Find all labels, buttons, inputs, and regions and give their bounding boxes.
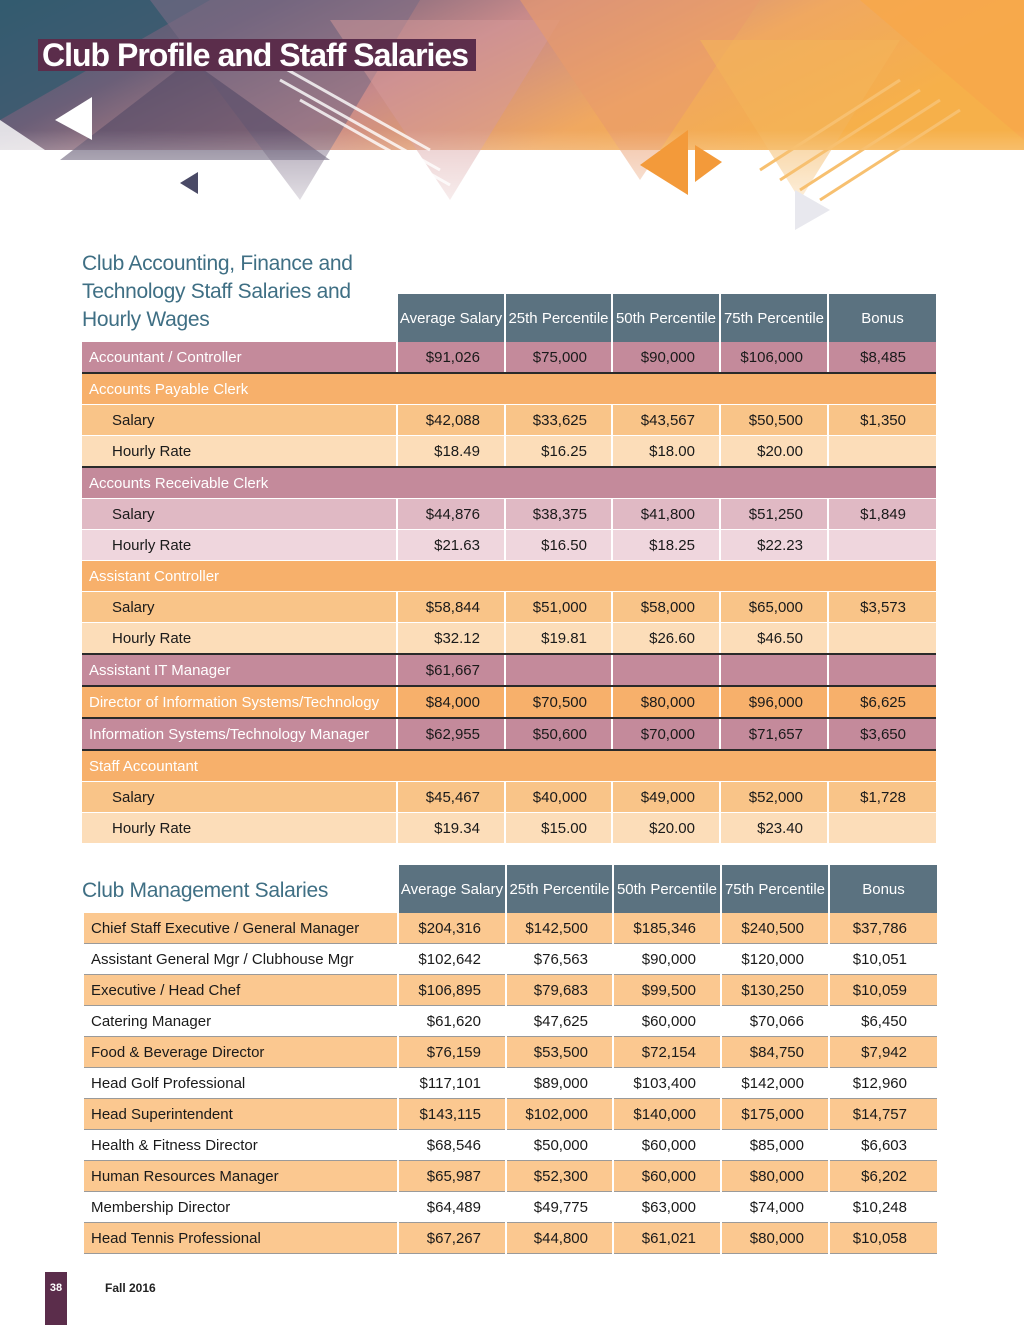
cell-p25: $44,800 [506,1223,613,1254]
cell-bonus: $8,485 [828,342,936,373]
cell-p25 [505,654,612,686]
category-row [82,373,936,405]
row-label: Human Resources Manager [83,1161,398,1192]
table-header-row [83,865,937,913]
table-row [83,975,937,1006]
cell-p75 [720,654,828,686]
cell-average: $106,895 [398,975,506,1006]
cell-p25: $79,683 [506,975,613,1006]
cell-p75: $51,250 [720,499,828,530]
row-label: Assistant IT Manager [82,654,397,686]
cell-p25: $19.81 [505,623,612,655]
table-row [83,1192,937,1223]
cell-average: $45,467 [397,782,505,813]
cell-average: $61,620 [398,1006,506,1037]
header-blank [82,294,397,342]
column-header: Average Salary [398,865,506,913]
column-header: 50th Percentile [612,294,720,342]
cell-average: $61,667 [397,654,505,686]
cell-p25: $76,563 [506,944,613,975]
table-row [82,686,936,718]
cell-average: $143,115 [398,1099,506,1130]
cell-bonus: $10,051 [829,944,937,975]
cell-average: $68,546 [398,1130,506,1161]
category-row [82,750,936,782]
row-label: Assistant General Mgr / Clubhouse Mgr [83,944,398,975]
cell-bonus: $6,450 [829,1006,937,1037]
cell-p50: $20.00 [612,813,720,844]
cell-bonus: $3,650 [828,718,936,750]
header-blank [83,865,398,913]
cell-average: $44,876 [397,499,505,530]
table-row [83,1161,937,1192]
row-label: Director of Information Systems/Technology [82,686,397,718]
cell-bonus [828,813,936,844]
cell-p50: $70,000 [612,718,720,750]
cell-p25: $40,000 [505,782,612,813]
cell-average: $19.34 [397,813,505,844]
cell-p50: $58,000 [612,592,720,623]
cell-bonus [828,530,936,561]
management-section-heading: Club Management Salaries [82,879,329,902]
cell-p75: $52,000 [720,782,828,813]
cell-bonus [828,654,936,686]
cell-bonus: $37,786 [829,913,937,944]
row-label: Head Superintendent [83,1099,398,1130]
table-row [82,342,936,373]
row-label: Information Systems/Technology Manager [82,718,397,750]
cell-p25: $16.50 [505,530,612,561]
cell-average: $42,088 [397,405,505,436]
row-label: Salary [82,405,397,436]
page-number: 38 [45,1272,67,1325]
cell-p75: $71,657 [720,718,828,750]
category-label: Assistant Controller [82,561,936,592]
cell-p50: $41,800 [612,499,720,530]
column-header: 25th Percentile [505,294,612,342]
cell-p25: $15.00 [505,813,612,844]
category-row [82,561,936,592]
cell-p50: $60,000 [613,1130,721,1161]
table-row [82,813,936,844]
cell-p25: $142,500 [506,913,613,944]
cell-p75: $70,066 [721,1006,829,1037]
cell-p50: $60,000 [613,1006,721,1037]
cell-p50: $90,000 [613,944,721,975]
cell-p25: $52,300 [506,1161,613,1192]
cell-p50: $49,000 [612,782,720,813]
cell-average: $117,101 [398,1068,506,1099]
cell-p75: $96,000 [720,686,828,718]
cell-p25: $38,375 [505,499,612,530]
table-row [83,944,937,975]
cell-p75: $84,750 [721,1037,829,1068]
table-row [83,1130,937,1161]
edition-label: Fall 2016 [105,1281,156,1295]
cell-p50: $99,500 [613,975,721,1006]
row-label: Health & Fitness Director [83,1130,398,1161]
cell-p50 [612,654,720,686]
cell-p75: $50,500 [720,405,828,436]
column-header: Bonus [828,294,936,342]
cell-average: $91,026 [397,342,505,373]
cell-p25: $70,500 [505,686,612,718]
cell-bonus: $7,942 [829,1037,937,1068]
table-row [83,1006,937,1037]
decorative-banner [0,0,1024,240]
cell-p75: $46.50 [720,623,828,655]
row-label: Hourly Rate [82,813,397,844]
cell-p25: $102,000 [506,1099,613,1130]
row-label: Hourly Rate [82,530,397,561]
row-label: Head Tennis Professional [83,1223,398,1254]
cell-bonus: $14,757 [829,1099,937,1130]
table-row [82,405,936,436]
cell-bonus: $6,202 [829,1161,937,1192]
row-label: Salary [82,592,397,623]
row-label: Hourly Rate [82,623,397,655]
category-label: Staff Accountant [82,750,936,782]
cell-bonus: $10,248 [829,1192,937,1223]
table-row [82,623,936,655]
table-row [82,654,936,686]
cell-average: $67,267 [398,1223,506,1254]
cell-p75: $74,000 [721,1192,829,1223]
cell-bonus: $12,960 [829,1068,937,1099]
table-header-row [82,294,936,342]
cell-average: $204,316 [398,913,506,944]
cell-p75: $20.00 [720,436,828,468]
cell-p25: $50,000 [506,1130,613,1161]
cell-bonus: $1,849 [828,499,936,530]
cell-p25: $53,500 [506,1037,613,1068]
table-row [82,530,936,561]
table-row [83,913,937,944]
cell-p25: $49,775 [506,1192,613,1223]
cell-p25: $50,600 [505,718,612,750]
cell-bonus [828,436,936,468]
cell-average: $18.49 [397,436,505,468]
cell-p50: $140,000 [613,1099,721,1130]
category-row [82,467,936,499]
cell-p25: $75,000 [505,342,612,373]
cell-bonus: $1,728 [828,782,936,813]
cell-p75: $80,000 [721,1223,829,1254]
category-label: Accounts Payable Clerk [82,373,936,405]
cell-p75: $22.23 [720,530,828,561]
cell-p50: $18.00 [612,436,720,468]
cell-bonus: $1,350 [828,405,936,436]
cell-average: $102,642 [398,944,506,975]
cell-p50: $103,400 [613,1068,721,1099]
cell-p75: $80,000 [721,1161,829,1192]
cell-p50: $60,000 [613,1161,721,1192]
column-header: Bonus [829,865,937,913]
page-title: Club Profile and Staff Salaries [38,39,476,71]
cell-p75: $23.40 [720,813,828,844]
cell-average: $64,489 [398,1192,506,1223]
cell-average: $76,159 [398,1037,506,1068]
management-salary-table [82,865,937,1254]
cell-p50: $26.60 [612,623,720,655]
cell-p25: $33,625 [505,405,612,436]
table-row [82,499,936,530]
row-label: Food & Beverage Director [83,1037,398,1068]
cell-bonus: $10,059 [829,975,937,1006]
cell-p50: $185,346 [613,913,721,944]
cell-p75: $142,000 [721,1068,829,1099]
table-row [82,436,936,468]
cell-p75: $65,000 [720,592,828,623]
row-label: Membership Director [83,1192,398,1223]
cell-average: $58,844 [397,592,505,623]
cell-p75: $175,000 [721,1099,829,1130]
cell-bonus: $10,058 [829,1223,937,1254]
cell-bonus: $3,573 [828,592,936,623]
cell-average: $65,987 [398,1161,506,1192]
table-row [83,1223,937,1254]
column-header: 50th Percentile [613,865,721,913]
row-label: Salary [82,782,397,813]
row-label: Executive / Head Chef [83,975,398,1006]
cell-p25: $89,000 [506,1068,613,1099]
table-row [83,1068,937,1099]
cell-average: $21.63 [397,530,505,561]
table-row [82,592,936,623]
cell-p75: $85,000 [721,1130,829,1161]
cell-p50: $43,567 [612,405,720,436]
row-label: Chief Staff Executive / General Manager [83,913,398,944]
category-label: Accounts Receivable Clerk [82,467,936,499]
cell-p75: $240,500 [721,913,829,944]
cell-p25: $16.25 [505,436,612,468]
cell-bonus: $6,625 [828,686,936,718]
cell-bonus [828,623,936,655]
cell-p50: $61,021 [613,1223,721,1254]
cell-p50: $80,000 [612,686,720,718]
cell-average: $32.12 [397,623,505,655]
cell-p50: $90,000 [612,342,720,373]
column-header: 75th Percentile [721,865,829,913]
table-row [83,1099,937,1130]
cell-p25: $51,000 [505,592,612,623]
accounting-section-heading: Club Accounting, Finance and Technology Staff Salaries and Hourly Wages [82,252,353,331]
column-header: Average Salary [397,294,505,342]
cell-p75: $120,000 [721,944,829,975]
column-header: 75th Percentile [720,294,828,342]
cell-p25: $47,625 [506,1006,613,1037]
cell-p50: $63,000 [613,1192,721,1223]
row-label: Salary [82,499,397,530]
cell-p75: $130,250 [721,975,829,1006]
cell-average: $62,955 [397,718,505,750]
cell-p50: $72,154 [613,1037,721,1068]
cell-average: $84,000 [397,686,505,718]
table-row [82,718,936,750]
row-label: Hourly Rate [82,436,397,468]
table-row [82,782,936,813]
cell-bonus: $6,603 [829,1130,937,1161]
cell-p50: $18.25 [612,530,720,561]
table-row [83,1037,937,1068]
row-label: Accountant / Controller [82,342,397,373]
row-label: Catering Manager [83,1006,398,1037]
accounting-salary-table [82,294,936,844]
cell-p75: $106,000 [720,342,828,373]
column-header: 25th Percentile [506,865,613,913]
row-label: Head Golf Professional [83,1068,398,1099]
